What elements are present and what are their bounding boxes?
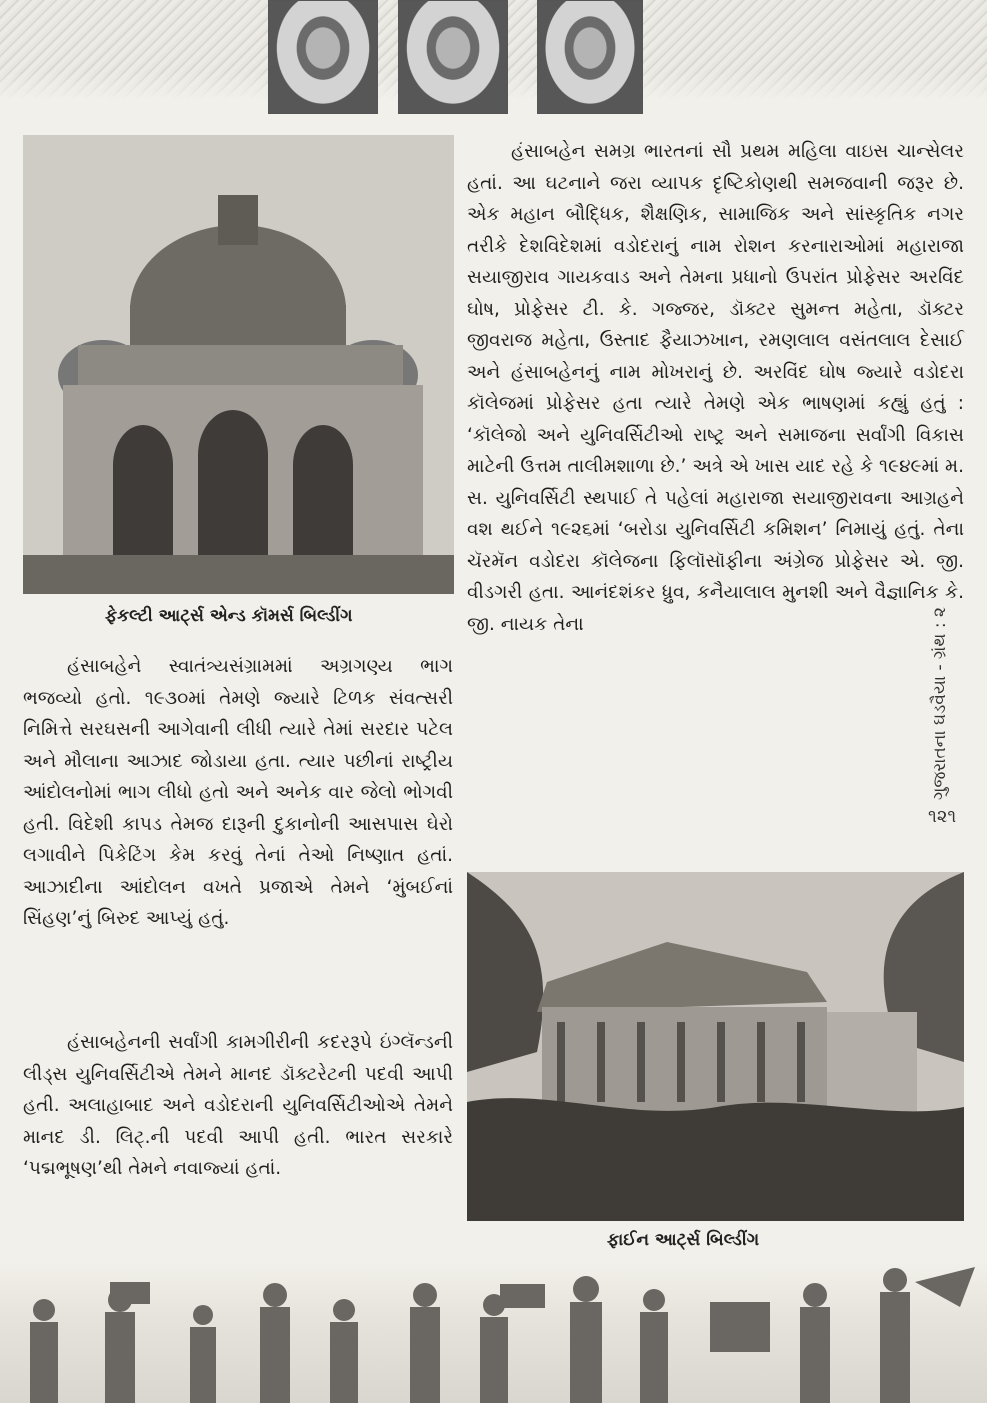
paragraph: હંસાબહેનની સર્વાંગી કામગીરીની કદરરૂપે ઇંગ્લૅન્ડની લીડ્સ યુનિવર્સિટીએ તેમને માનદ ડૉક્ટરેટની પદવી આપી હતી. અલાહાબાદ અને વડોદરાની યુનિવર્સિટીઓએ તેમને માનદ ડી. લિટ્.ની પદવી આપી હતી. ભારત સરકારે ‘પદ્મભૂષણ’થી તેમને નવાજ્યાં હતાં.	[23, 1032, 453, 1179]
page-number: ૧૨૧	[928, 806, 957, 827]
dome-building-illustration	[23, 135, 454, 594]
paragraph: હંસાબહેને સ્વાતંત્ર્યસંગ્રામમાં અગ્રગણ્ય ભાગ ભજવ્યો હતો. ૧૯૩૦માં તેમણે જ્યારે ટિળક સંવત્સરી નિમિત્તે સરઘસની આગેવાની લીધી ત્યારે તેમાં સરદાર પટેલ અને મૌલાના આઝાદ જોડાયા હતા. ત્યાર પછીનાં રાષ્ટ્રીય આંદોલનોમાં ભાગ લીધો હતો અને અનેક વાર જેલો ભોગવી હતી. વિદેશી કાપડ તેમજ દારૂની દુકાનોની આસપાસ ઘેરો લગાવીને પિકેટિંગ કેમ કરવું તેનાં તેઓ નિષ્ણાત હતાં. આઝાદીના આંદોલન વખતે પ્રજાએ તેમને ‘મુંબઈનાં સિંહણ’નું બિરુદ આપ્યું હતું.	[23, 656, 453, 929]
photo-caption: ફાઈન આર્ટ્સ બિલ્ડીંગ	[607, 1230, 760, 1250]
portrait-photo	[398, 0, 508, 114]
fine-arts-building-illustration	[467, 872, 964, 1221]
crowd-silhouette-illustration	[0, 1262, 987, 1403]
decorative-protest-silhouettes	[0, 1262, 987, 1403]
portrait-photo	[268, 0, 378, 114]
portrait-photo	[537, 0, 643, 114]
photo-caption: ફેકલ્ટી આર્ટ્સ એન્ડ કૉમર્સ બિલ્ડીંગ	[105, 606, 353, 626]
fine-arts-building-photo	[467, 872, 964, 1221]
arts-commerce-building-photo	[23, 135, 454, 594]
book-series-label: ગુજરાતના ઘડવૈયા - ગ્રંથ : ૨	[930, 607, 950, 800]
paragraph: હંસાબહેન સમગ્ર ભારતનાં સૌ પ્રથમ મહિલા વાઇસ ચાન્સેલર હતાં. આ ઘટનાને જરા વ્યાપક દૃષ્ટિકોણથી સમજવાની જરૂર છે. એક મહાન બૌદ્ધિક, શૈક્ષણિક, સામાજિક અને સાંસ્કૃતિક નગર તરીકે દેશવિદેશમાં વડોદરાનું નામ રોશન કરનારાઓમાં મહારાજા સયાજીરાવ ગાયકવાડ અને તેમના પ્રધાનો ઉપરાંત પ્રોફેસર અરવિંદ ઘોષ, પ્રોફેસર ટી. કે. ગજ્જર, ડૉક્ટર સુમન્ત મહેતા, ડૉક્ટર જીવરાજ મહેતા, ઉસ્તાદ ફૈયાઝખાન, રમણલાલ વસંતલાલ દેસાઈ અને હંસાબહેનનું નામ મોખરાનું છે. અરવિંદ ઘોષ જ્યારે વડોદરા કૉલેજમાં પ્રોફેસર હતા ત્યારે તેમણે એક ભાષણમાં કહ્યું હતું : ‘કૉલેજો અને યુનિવર્સિટીઓ રાષ્ટ્ર અને સમાજના સર્વાંગી વિકાસ માટેની ઉત્તમ તાલીમશાળા છે.’ અત્રે એ ખાસ યાદ રહે કે ૧૯૪૯માં મ. સ. યુનિવર્સિટી સ્થપાઈ તે પહેલાં મહારાજા સયાજીરાવના આગ્રહને વશ થઈને ૧૯૨૬માં ‘બરોડા યુનિવર્સિટી કમિશન’ નિમાયું હતું. તેના ચૅરમૅન વડોદરા કૉલેજના ફિલૉસૉફીના અંગ્રેજ પ્રોફેસર એ. જી. વીડગરી હતા. આનંદશંકર ધ્રુવ, કનૈયાલાલ મુનશી અને વૈજ્ઞાનિક કે. જી. નાયક તેના	[467, 141, 964, 635]
